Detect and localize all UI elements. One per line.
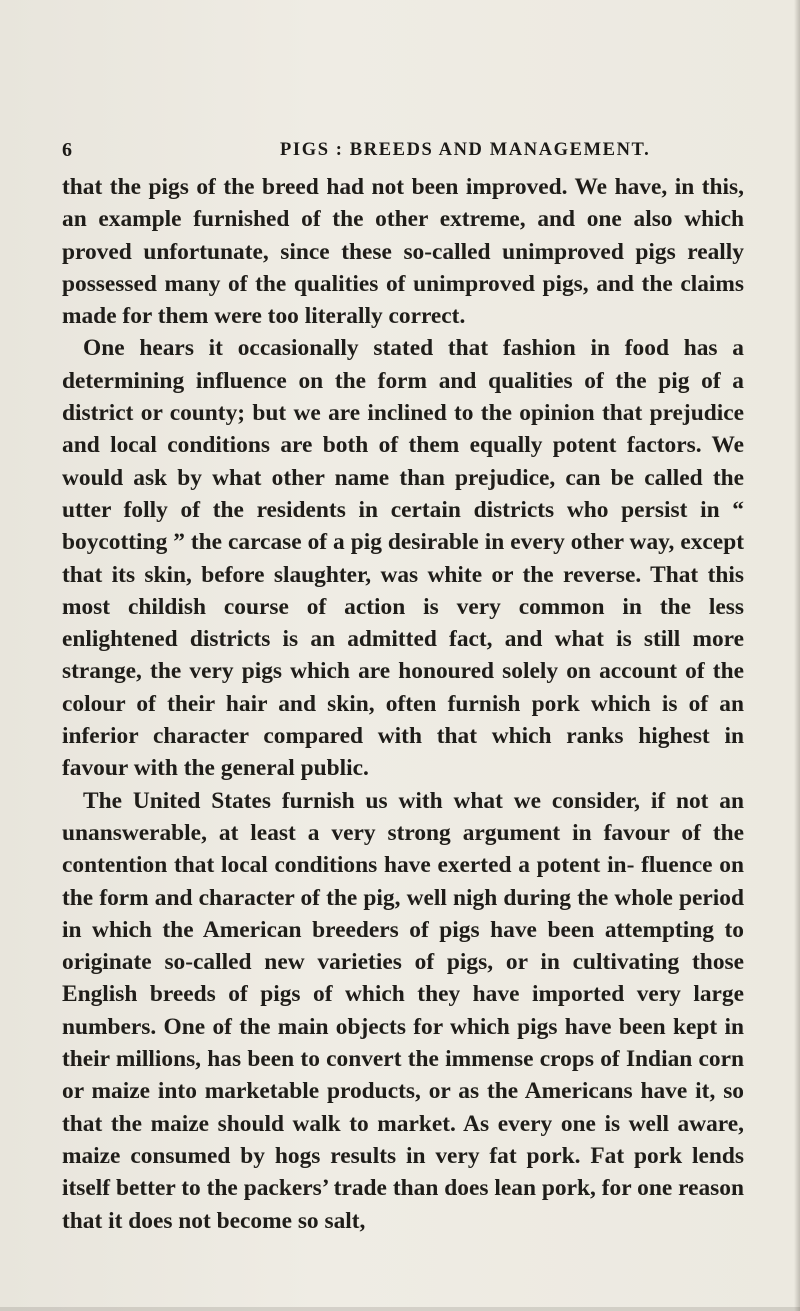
body-text: [62, 171, 744, 1237]
page-edge-shadow: [794, 0, 800, 1311]
running-head: [62, 136, 742, 164]
paragraph-continued: that the pigs of the breed had not been improved. We have, in this, an example furnished of the other extreme, and one also which proved unfortunate, since these so-called unimproved pigs really possessed many of the qualities of unimproved pigs, and the claims made for them were too literally correct.: [62, 174, 744, 330]
page-number: 6: [62, 139, 72, 161]
page-bottom-edge: [0, 1307, 800, 1311]
paragraph-fashion-in-food: One hears it occasionally stated that fashion in food has a determining influence on the form and qualities of the pig of a district or county; but we are inclined to the opinion that prejudice and local conditions are both of them equally potent factors. We would ask by what other name than prejudice, can be called the utter folly of the residents in certain districts who persist in “ boycotting ” the carcase of a pig desirable in every other way, except that its skin, before slaughter, was white or the reverse. That this most childish course of action is very common in the less enlightened districts is an admitted fact, and what is still more strange, the very pigs which are honoured solely on account of the colour of their hair and skin, often furnish pork which is of an inferior character compared with that which ranks highest in favour with the general public.: [62, 335, 744, 782]
paragraph-united-states: The United States furnish us with what we consider, if not an unanswerable, at least a very strong argument in favour of the contention that local conditions have exerted a potent in- fluence on the form and character of the pig, well nigh during the whole period in which the American breeders of pigs have been attempting to originate so-called new varieties of pigs, or in cultivating those English breeds of pigs of which they have imported very large numbers. One of the main objects for which pigs have been kept in their millions, has been to convert the immense crops of Indian corn or maize into marketable products, or as the Americans have it, so that the maize should walk to market. As every one is well aware, maize consumed by hogs results in very fat pork. Fat pork lends itself better to the packers’ trade than does lean pork, for one reason that it does not become so salt,: [62, 787, 744, 1234]
running-head-title: PIGS : BREEDS AND MANAGEMENT.: [280, 140, 651, 160]
